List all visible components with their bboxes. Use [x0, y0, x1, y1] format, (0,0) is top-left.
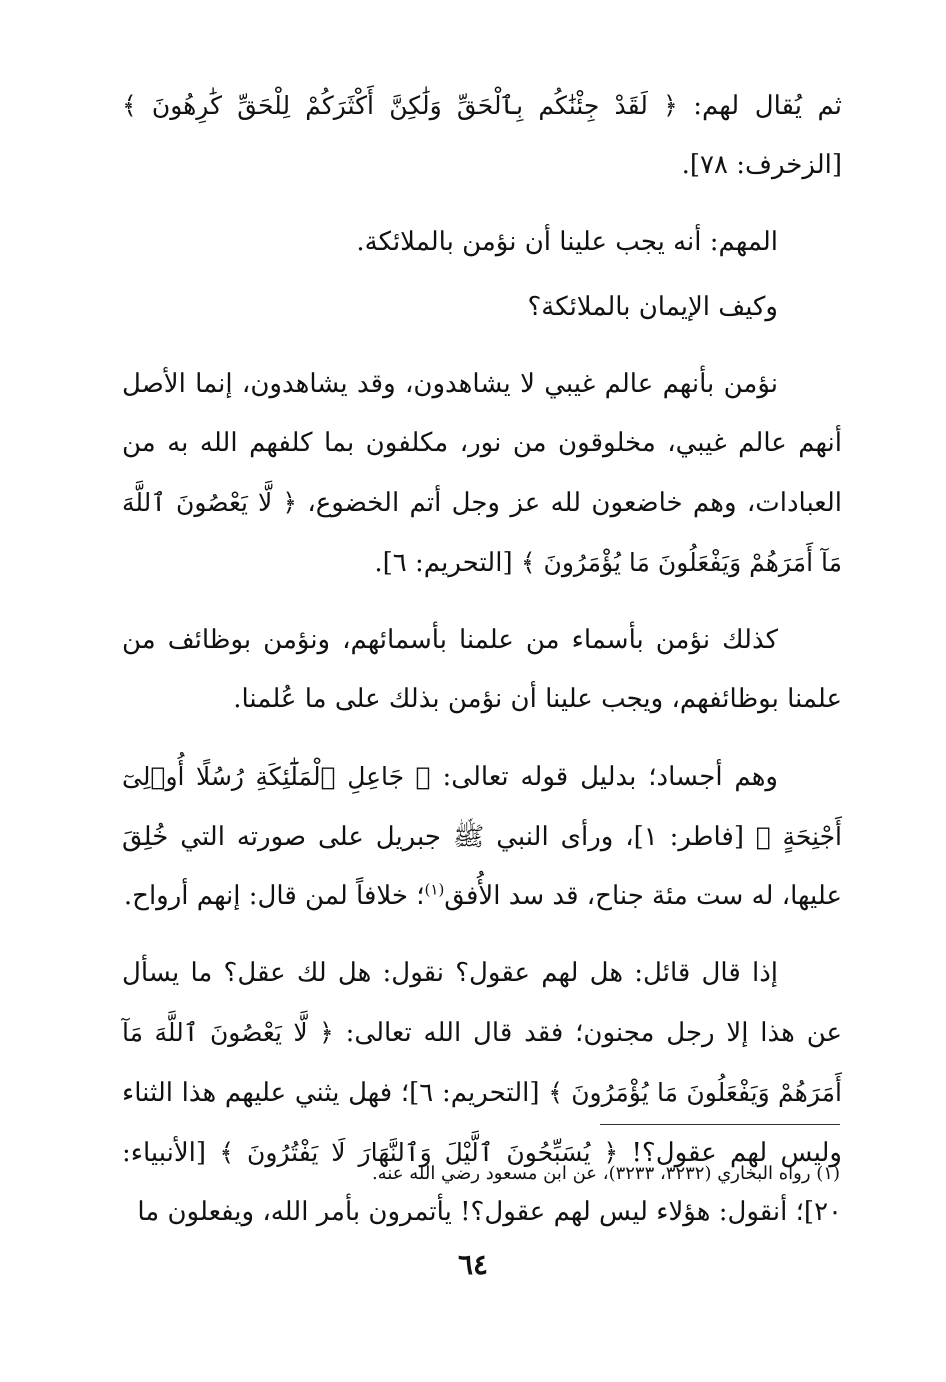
- text-span: [الأنبياء: ٢٠]؛ أنقول: هؤلاء ليس لهم عقول؟! يأتمرون بأمر الله، ويفعلون ما: [122, 1138, 842, 1227]
- text-span: [فاطر: ١]، ورأى النبي ﷺ جبريل على صورته التي خُلِقَ عليها، له ست مئة جناح، قد سد الأُفق: [122, 822, 842, 911]
- text-span: وهم أجساد؛ بدليل قوله تعالى:: [430, 762, 778, 792]
- body-text: [122, 76, 842, 1260]
- text-span: ثم يُقال لهم:: [677, 91, 842, 121]
- text-span: وكيف الإيمان بالملائكة؟: [527, 292, 778, 322]
- paragraph-3: [122, 278, 842, 337]
- quran-verse: ﴿ يُسَبِّحُونَ ٱلَّيْلَ وَٱلنَّهَارَ لَا يَفْتُرُونَ ﴾: [219, 1138, 619, 1167]
- paragraph-1: [122, 76, 842, 195]
- quran-verse: ﴿ لَّا يَعْصُونَ ٱللَّهَ مَآ أَمَرَهُمْ وَيَفْعَلُونَ مَا يُؤْمَرُونَ ﴾: [122, 1018, 842, 1107]
- paragraph-6: [122, 747, 842, 926]
- quran-verse: ﴿ جَاعِلِ ٱلْمَلَٰٓئِكَةِ رُسُلًا أُو۟لِىٓ أَجْنِحَةٍ ﴾: [122, 762, 842, 851]
- verse-reference: [الزخرف: ٧٨].: [681, 150, 842, 180]
- verse-reference: [التحريم: ٦].: [374, 548, 521, 578]
- quran-verse: ﴿ لَقَدْ جِئْنَٰكُم بِٱلْحَقِّ وَلَٰكِنَّ أَكْثَرَكُمْ لِلْحَقِّ كَٰرِهُونَ ﴾: [122, 91, 678, 120]
- paragraph-7: [122, 944, 842, 1242]
- text-span: نؤمن بأنهم عالم غيبي لا يشاهدون، وقد يشاهدون، إنما الأصل أنهم عالم غيبي، مخلوقون من نور، مكلفون بما كلفهم الله به من العبادات، وهم خاضعون لله عز وجل أتم الخضوع،: [122, 369, 842, 518]
- text-span: [التحريم: ٦]؛ فهل يثني عليهم هذا الثناء وليس لهم عقول؟!: [122, 1078, 842, 1168]
- text-span: كذلك نؤمن بأسماء من علمنا بأسمائهم، ونؤمن بوظائف من علمنا بوظائفهم، ويجب علينا أن نؤمن بذلك على ما عُلمنا.: [122, 625, 842, 714]
- paragraph-5: [122, 611, 842, 729]
- footnote-separator: [600, 1124, 840, 1125]
- text-span: المهم: أنه يجب علينا أن نؤمن بالملائكة.: [356, 227, 778, 257]
- paragraph-4: [122, 355, 842, 593]
- footnote: (١) رواه البخاري (٣٢٣٢، ٣٢٣٣)، عن ابن مسعود رضي الله عنه.: [371, 1163, 840, 1184]
- paragraph-2: [122, 213, 842, 272]
- text-span: ؛ خلافاً لمن قال: إنهم أرواح.: [123, 881, 425, 911]
- text-span: إذا قال قائل: هل لهم عقول؟ نقول: هل لك عقل؟ ما يسأل عن هذا إلا رجل مجنون؛ فقد قال الله تعالى:: [122, 958, 842, 1048]
- footnote-marker: (١): [424, 880, 445, 899]
- quran-verse: ﴿ لَّا يَعْصُونَ ٱللَّهَ مَآ أَمَرَهُمْ وَيَفْعَلُونَ مَا يُؤْمَرُونَ ﴾: [122, 488, 842, 577]
- page-number: ٦٤: [457, 1248, 489, 1281]
